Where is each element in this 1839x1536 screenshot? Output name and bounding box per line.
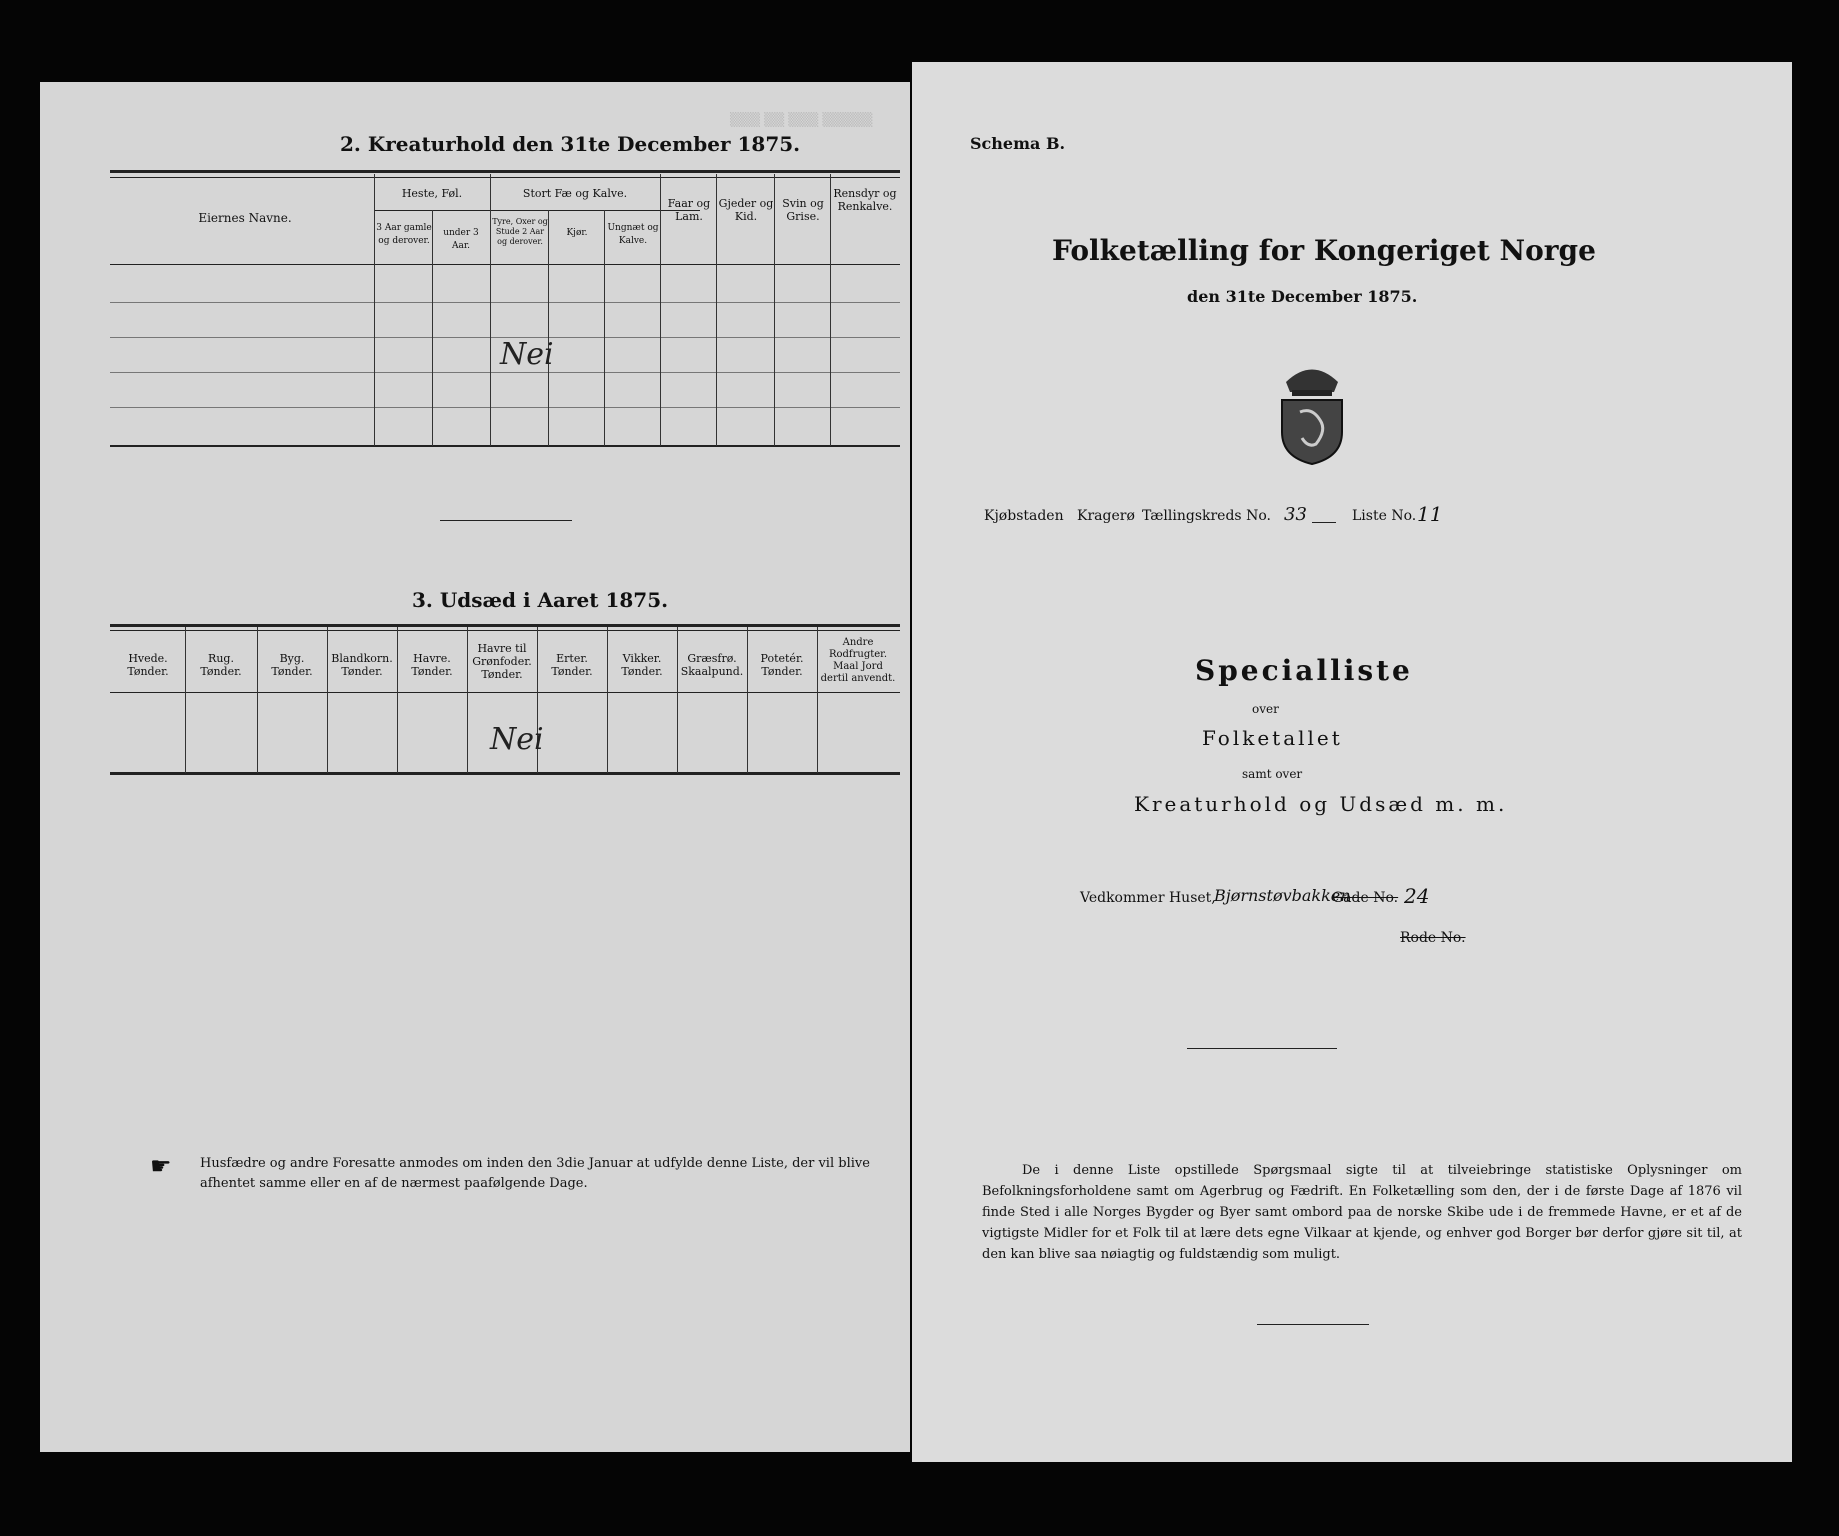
main-title: Folketælling for Kongeriget Norge: [1052, 234, 1596, 267]
schema-label: Schema B.: [970, 134, 1066, 153]
heste-sub-1: 3 Aar gamle og derover.: [376, 223, 432, 246]
gade-value: 24: [1404, 884, 1430, 908]
vedkommer-value: Bjørnstøvbakken: [1214, 886, 1351, 905]
over-1: over: [1252, 702, 1279, 716]
gjeder-header: Gjeder og Kid.: [718, 197, 774, 223]
col-rug: Rug. Tønder.: [200, 652, 242, 678]
col-blandkorn: Blandkorn. Tønder.: [331, 652, 393, 678]
pointing-hand-icon: ☛: [150, 1152, 172, 1180]
col-andre: Andre Rodfrugter. Maal Jord dertil anvendt.: [820, 637, 896, 684]
specialliste: Specialliste: [1195, 654, 1413, 687]
right-page: [912, 62, 1792, 1462]
bleed-through: ▒▒▒ ▒▒ ▒▒▒ ▒▒▒▒▒: [730, 113, 873, 128]
kjobstad-label: Kjøbstaden: [984, 508, 1064, 524]
liste-label: Liste No.: [1352, 508, 1417, 524]
vedkommer-label: Vedkommer Huset,: [1080, 890, 1216, 906]
owner-col-header: Eiernes Navne.: [198, 211, 292, 225]
col-havre: Havre. Tønder.: [411, 652, 453, 678]
liste-value: 11: [1417, 502, 1443, 526]
col-vikker: Vikker. Tønder.: [621, 652, 663, 678]
kreaturhold-title: Kreaturhold og Udsæd m. m.: [1134, 792, 1508, 816]
samt-over: samt over: [1242, 767, 1303, 781]
subtitle: den 31te December 1875.: [1187, 287, 1418, 306]
left-page: [40, 82, 910, 1452]
kreds-label: Tællingskreds No.: [1142, 508, 1271, 524]
coat-of-arms-icon: [1272, 352, 1352, 467]
rensdyr-header: Rensdyr og Renkalve.: [833, 187, 897, 213]
stort-sub-3: Ungnæt og Kalve.: [607, 223, 659, 246]
stort-header: Stort Fæ og Kalve.: [522, 187, 628, 200]
section2-title: 2. Kreaturhold den 31te December 1875.: [340, 132, 801, 156]
col-graesfro: Græsfrø. Skaalpund.: [680, 652, 744, 678]
col-hvede: Hvede. Tønder.: [127, 652, 169, 678]
gade-label: Gade No.: [1332, 890, 1399, 906]
stort-sub-1: Tyre, Oxer og Stude 2 Aar og derover.: [492, 217, 548, 246]
col-havre-gronfoder: Havre til Grønfoder. Tønder.: [472, 642, 532, 681]
heste-header: Heste, Føl.: [401, 187, 463, 200]
folketallet: Folketallet: [1202, 726, 1343, 750]
table3-entry: Nei: [490, 722, 544, 757]
footnote: Husfædre og andre Foresatte anmodes om inden den 3die Januar at udfylde denne Liste, der vil blive afhentet samme eller en af de nærmest paafølgende Dage.: [200, 1156, 870, 1191]
kreds-value: 33: [1284, 504, 1307, 525]
stort-sub-2: Kjør.: [566, 228, 588, 238]
section3-title: 3. Udsæd i Aaret 1875.: [412, 588, 669, 612]
col-erter: Erter. Tønder.: [551, 652, 593, 678]
col-byg: Byg. Tønder.: [271, 652, 313, 678]
table2-entry: Nei: [500, 337, 554, 372]
faar-header: Faar og Lam.: [667, 197, 711, 223]
kjobstad-value: Kragerø: [1077, 508, 1135, 524]
rode-label: Rode No.: [1400, 930, 1466, 946]
intro-paragraph: De i denne Liste opstillede Spørgsmaal sigte til at tilveiebringe statistiske Oplysninger om Befolkningsforholdene samt om Agerbrug og Fædrift. En Folketælling som den, der i de første Dage af 1876 vil finde Sted i alle Norges Bygder og Byer samt ombord paa de norske Skibe ude i de fremmede Havne, er et af de vigtigste Midler for et Folk til at lære dets egne Vilkaar at kjende, og enhver god Borger bør derfor gjøre sit til, at den kan blive saa nøiagtig og fuldstændig som muligt.: [982, 1163, 1742, 1262]
heste-sub-2: under 3 Aar.: [443, 228, 479, 251]
col-poteter: Potetér. Tønder.: [760, 652, 804, 678]
svin-header: Svin og Grise.: [782, 197, 824, 223]
